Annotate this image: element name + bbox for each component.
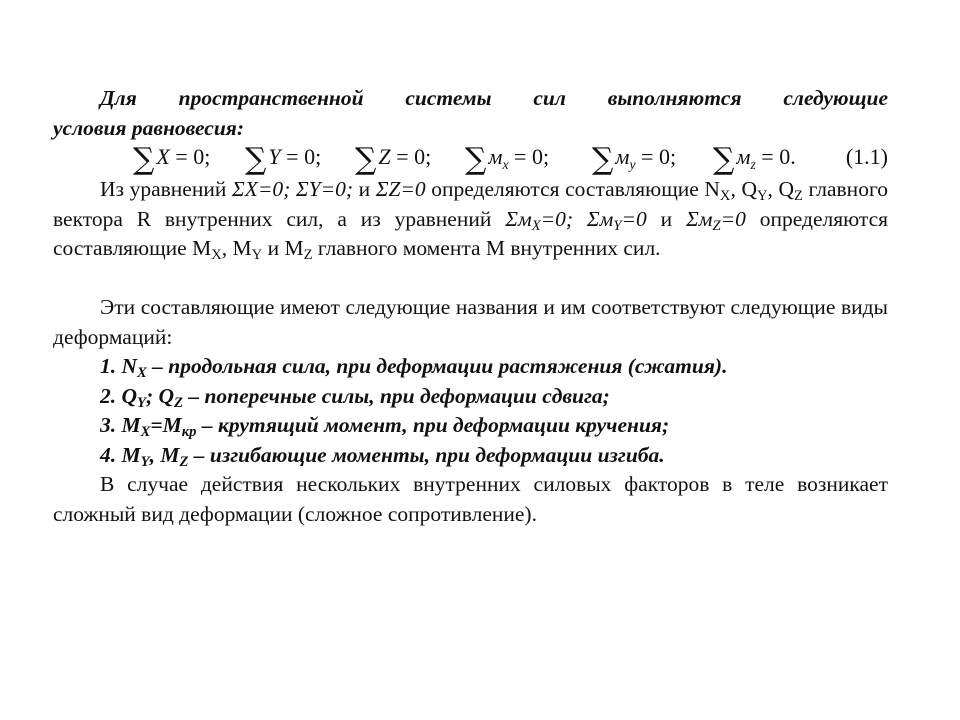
intro-line-1: Для пространственной системы сил выполняются следующие	[100, 86, 888, 110]
formula-sum-mx: $\sum м_x = 0$;	[465, 142, 550, 177]
list-item: 1. $N_X$ – продольная сила, при деформации растяжения (сжатия).	[100, 354, 728, 382]
formula-sum-z: ∑Z = 0;	[355, 142, 432, 177]
paragraph-deformation-types: Эти составляющие имеют следующие названия и им соответствуют следующие виды деформаций:	[53, 295, 888, 349]
sigma-symbol: ∑	[465, 142, 487, 177]
list-item: 2. $Q_Y$; $Q_Z$ – поперечные силы, при деформации сдвига;	[100, 383, 610, 411]
sigma-symbol: ∑	[245, 142, 267, 177]
paragraph-complex-deformation: В случае действия нескольких внутренних силовых факторов в теле возникает сложный вид деформации (сложное сопротивление).	[53, 472, 888, 526]
equation-number: (1.1)	[845, 144, 888, 169]
formula-sum-x: ∑X = 0;	[133, 142, 211, 177]
sigma-symbol: ∑	[355, 142, 377, 177]
equilibrium-formulas	[53, 141, 888, 177]
sigma-symbol: ∑	[133, 142, 155, 177]
sigma-symbol: ∑	[713, 142, 735, 177]
sigma-symbol: ∑	[592, 142, 614, 177]
formula-sum-mz: $\sum м_z = 0$.	[713, 142, 796, 177]
paragraph-components: Из уравнений ΣX=0; ΣY=0; и ΣZ=0 определяются составляющие $N_X$, $Q_Y$, $Q_Z$ главного вектора R внутренних сил, а из уравнений ΣмX=0; ΣмY=0 и ΣмZ=0 определяются составляющие $M_X$, $M_Y$ и $M_Z$ главного момента M внутренних сил.	[53, 177, 888, 264]
intro-line-2: условия равновесия:	[53, 115, 245, 140]
list-item: 4. $M_Y$, $M_Z$ – изгибающие моменты, при деформации изгиба.	[100, 442, 665, 470]
deformation-list	[53, 352, 888, 470]
formula-sum-my: $\sum м_y = 0$;	[592, 142, 677, 177]
formula-sum-y: ∑Y = 0;	[245, 142, 322, 177]
intro-paragraph	[53, 84, 888, 143]
list-item: 3. $M_X=M_{кр}$ – крутящий момент, при деформации кручения;	[100, 413, 670, 441]
